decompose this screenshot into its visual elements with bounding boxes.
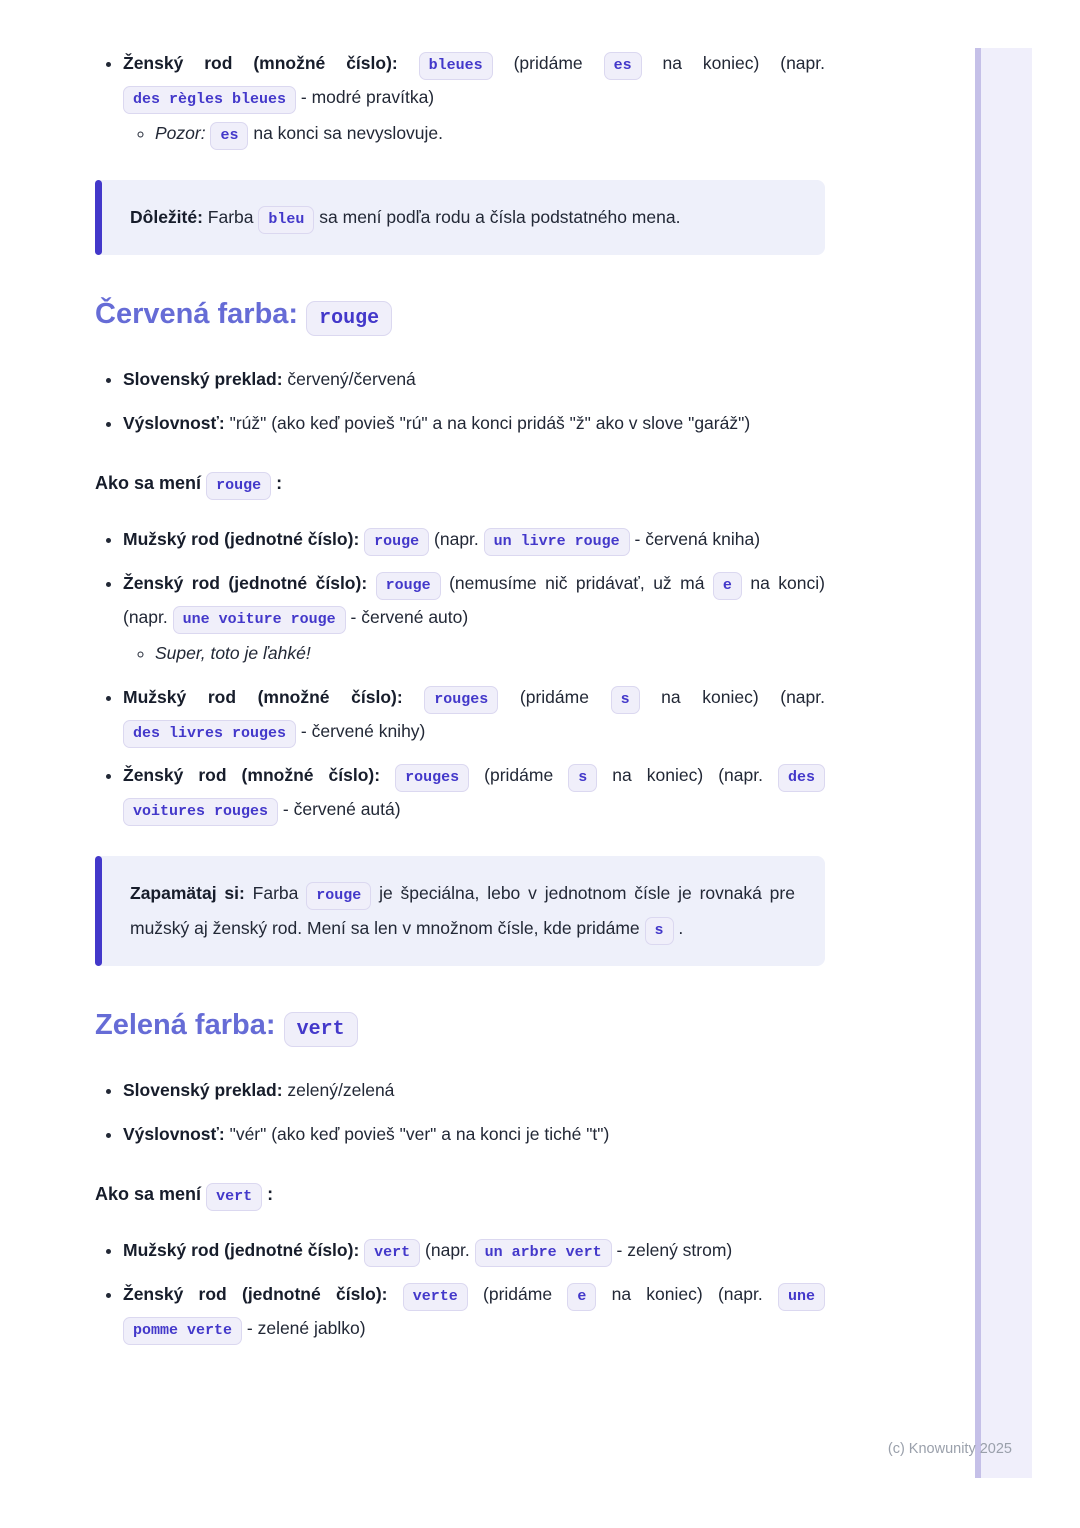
callout-text: Dôležité: Farba bleu sa mení podľa rodu a čísla podstatného mena. [130, 200, 795, 235]
section-heading [95, 1006, 825, 1047]
inline-code-badge: e [567, 1283, 596, 1311]
list-item: • Slovenský preklad: zelený/zelená [123, 1073, 825, 1107]
inline-code-badge: un livre rouge [484, 528, 630, 556]
list-item: • Mužský rod (jednotné číslo): vert (napr. un arbre vert - zelený strom) [123, 1233, 825, 1267]
copyright-watermark: (c) Knowunity 2025 [887, 1441, 1012, 1457]
bold-text: Výslovnosť: [123, 1124, 225, 1144]
bold-text: Ako sa mení [95, 473, 202, 493]
bold-text: Mužský rod (jednotné číslo): [123, 1240, 360, 1260]
bullet-list [95, 1233, 825, 1345]
inline-code-badge: des règles bleues [123, 86, 296, 114]
bullet-list [95, 362, 825, 440]
bold-text: Výslovnosť: [123, 413, 225, 433]
sub-list [123, 116, 825, 150]
callout [95, 856, 825, 966]
inline-code-badge: pomme verte [123, 1317, 242, 1345]
list-item: • Mužský rod (jednotné číslo): rouge (napr. un livre rouge - červená kniha) [123, 522, 825, 556]
bold-text: : [271, 473, 283, 493]
bold-text: Dôležité: [130, 207, 203, 227]
inline-code-badge: verte [403, 1283, 468, 1311]
bullet-list [95, 46, 825, 150]
document-content [95, 46, 825, 1345]
bold-text: Ženský rod (množné číslo): [123, 765, 381, 785]
bullet-list [95, 1073, 825, 1151]
bullet-list [95, 522, 825, 826]
callout-accent-bar [95, 180, 102, 255]
bold-text: Ženský rod (jednotné číslo): [123, 1284, 388, 1304]
sub-list-item: ◦ Pozor: es na konci sa nevyslovuje. [155, 116, 825, 150]
bold-text: Slovenský preklad: [123, 369, 283, 389]
list-item: • Ženský rod (jednotné číslo): rouge (nemusíme nič pridávať, už má e na konci) (napr. une voiture rouge - červené auto) ◦ Super, toto je ľahké! [123, 566, 825, 670]
bold-text: Ako sa mení [95, 1184, 202, 1204]
heading-code-badge: rouge [306, 301, 392, 336]
list-item: • Výslovnosť: "vér" (ako keď povieš "ver" a na konci je tiché "t") [123, 1117, 825, 1151]
inline-code-badge: rouge [364, 528, 429, 556]
italic-text: Super, toto je ľahké! [155, 643, 311, 663]
list-item: • Ženský rod (množné číslo): rouges (pridáme s na koniec) (napr. des voitures rouges - červené autá) [123, 758, 825, 826]
section-heading-label: Červená farba: [95, 298, 307, 330]
section-heading-label: Zelená farba: [95, 1009, 284, 1041]
inline-code-badge: des livres rouges [123, 720, 296, 748]
inline-code-badge: s [645, 917, 674, 945]
inline-code-badge: s [611, 686, 640, 714]
inline-code-badge: rouges [395, 764, 469, 792]
inline-code-badge: es [210, 122, 248, 150]
inline-code-badge: es [604, 52, 642, 80]
italic-text: Pozor: [155, 123, 206, 143]
bold-text: Slovenský preklad: [123, 1080, 283, 1100]
lead-line [95, 1177, 825, 1211]
heading-code-badge: vert [284, 1012, 358, 1047]
list-item: • Ženský rod (množné číslo): bleues (pridáme es na koniec) (napr. des règles bleues - modré pravítka) ◦ Pozor: es na konci sa nevyslovuje. [123, 46, 825, 150]
sub-list [123, 636, 825, 670]
inline-code-badge: rouge [206, 472, 271, 500]
inline-code-badge: une [778, 1283, 825, 1311]
lead-line [95, 466, 825, 500]
inline-code-badge: voitures rouges [123, 798, 278, 826]
inline-code-badge: des [778, 764, 825, 792]
bold-text: Mužský rod (jednotné číslo): [123, 529, 360, 549]
list-item: • Výslovnosť: "rúž" (ako keď povieš "rú" a na konci pridáš "ž" ako v slove "garáž") [123, 406, 825, 440]
document-page [95, 46, 825, 1345]
strip-divider-line [975, 48, 981, 1478]
sub-list-item [155, 636, 825, 670]
list-item: • Slovenský preklad: červený/červená [123, 362, 825, 396]
right-margin-strip [975, 48, 1032, 1478]
inline-code-badge: bleu [258, 206, 314, 234]
inline-code-badge: e [713, 572, 742, 600]
inline-code-badge: rouges [424, 686, 498, 714]
inline-code-badge: une voiture rouge [173, 606, 346, 634]
callout-accent-bar [95, 856, 102, 966]
inline-code-badge: bleues [419, 52, 493, 80]
inline-code-badge: s [568, 764, 597, 792]
bold-text: Zapamätaj si: [130, 883, 245, 903]
bold-text: Ženský rod (množné číslo): [123, 53, 398, 73]
inline-code-badge: un arbre vert [475, 1239, 612, 1267]
inline-code-badge: vert [206, 1183, 262, 1211]
list-item: • Mužský rod (množné číslo): rouges (pridáme s na koniec) (napr. des livres rouges - červené knihy) [123, 680, 825, 748]
inline-code-badge: rouge [376, 572, 441, 600]
inline-code-badge: vert [364, 1239, 420, 1267]
bold-text: Mužský rod (množné číslo): [123, 687, 403, 707]
section-heading [95, 295, 825, 336]
callout-text: Zapamätaj si: Farba rouge je špeciálna, lebo v jednotnom čísle je rovnaká pre mužský aj ženský rod. Mení sa len v množnom čísle, kde pridáme s . [130, 876, 795, 946]
bold-text: : [262, 1184, 274, 1204]
callout [95, 180, 825, 255]
bold-text: Ženský rod (jednotné číslo): [123, 573, 368, 593]
list-item: • Ženský rod (jednotné číslo): verte (pridáme e na koniec) (napr. une pomme verte - zelené jablko) [123, 1277, 825, 1345]
inline-code-badge: rouge [306, 882, 371, 910]
